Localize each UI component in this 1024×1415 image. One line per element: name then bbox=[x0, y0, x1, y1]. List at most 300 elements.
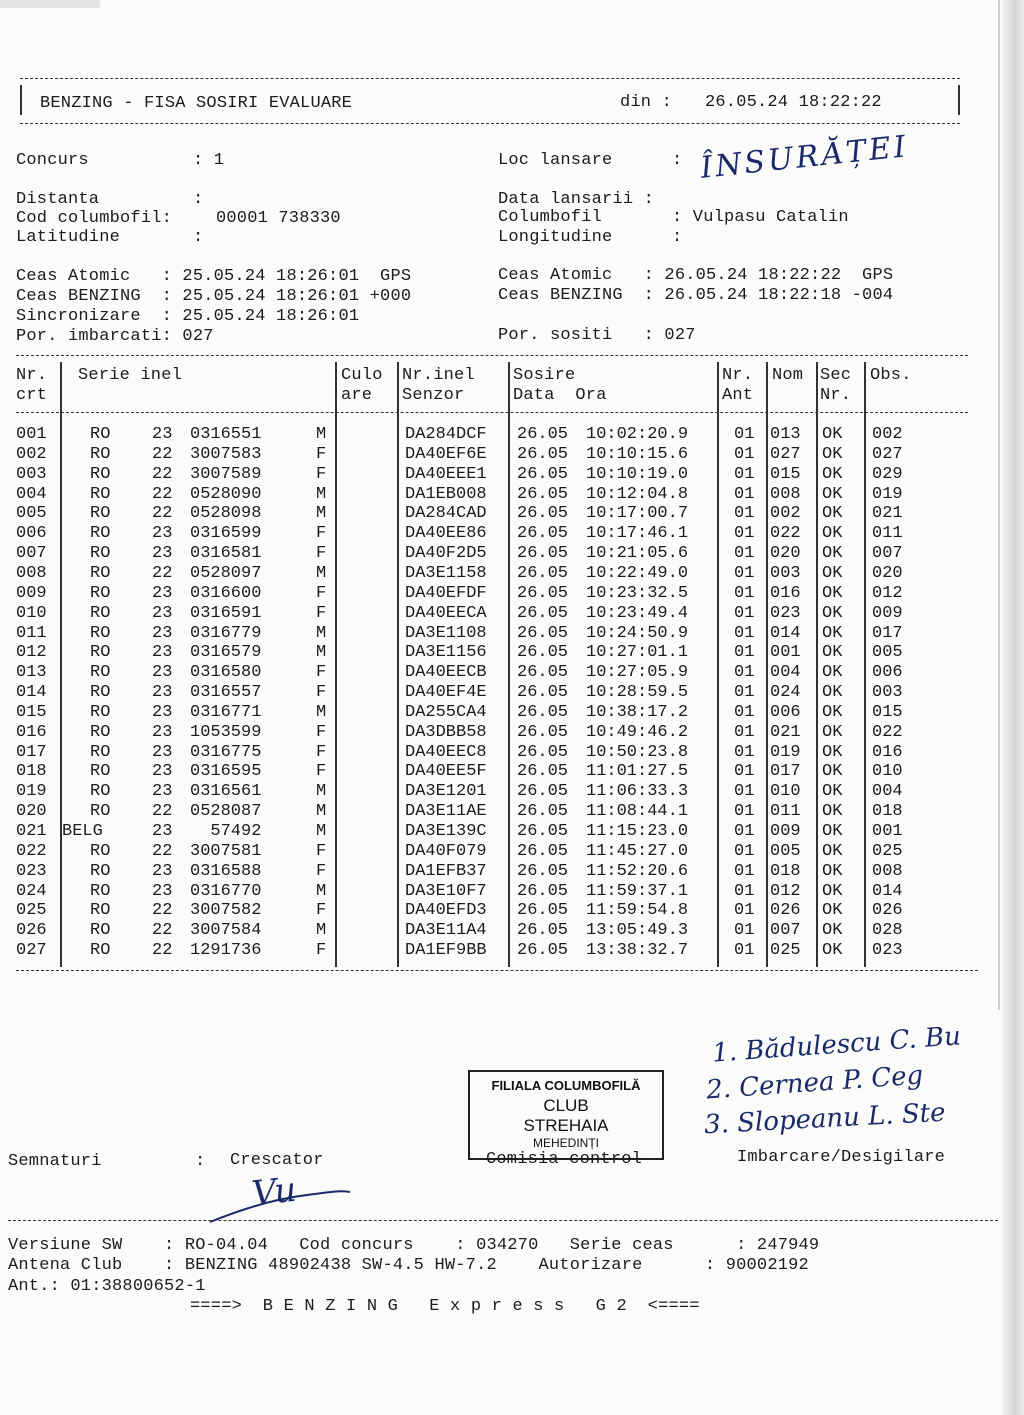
cell-nom: 018 bbox=[770, 861, 801, 881]
cell-an: 22 bbox=[152, 841, 173, 861]
cell-nr: 018 bbox=[16, 762, 47, 782]
latitudine-value: : bbox=[193, 228, 204, 247]
cell-inel: 0316580 bbox=[190, 663, 262, 683]
longitudine-label: Longitudine bbox=[498, 228, 613, 247]
cell-ora: 10:28:59.5 bbox=[586, 683, 689, 703]
cell-obs: 016 bbox=[872, 742, 903, 762]
stamp-line-1: FILIALA COLUMBOFILĂ bbox=[491, 1078, 641, 1093]
cell-nr: 011 bbox=[16, 623, 47, 643]
cell-data: 26.05 bbox=[517, 901, 569, 921]
cell-data: 26.05 bbox=[517, 702, 569, 722]
cell-inel: 1053599 bbox=[190, 722, 262, 742]
cell-tara: RO bbox=[90, 663, 111, 683]
cell-ant: 01 bbox=[734, 901, 755, 921]
cell-an: 22 bbox=[152, 464, 173, 484]
cell-sec: OK bbox=[822, 722, 843, 742]
table-row bbox=[0, 663, 960, 683]
cell-an: 23 bbox=[152, 762, 173, 782]
cell-an: 23 bbox=[152, 524, 173, 544]
cell-nom: 012 bbox=[770, 881, 801, 901]
cell-data: 26.05 bbox=[517, 563, 569, 583]
table-row bbox=[0, 683, 960, 703]
cell-ant: 01 bbox=[734, 583, 755, 603]
cell-nr: 027 bbox=[16, 941, 47, 961]
table-row bbox=[0, 941, 960, 961]
columbofil-label: Columbofil bbox=[498, 208, 603, 227]
cell-sex: M bbox=[316, 921, 327, 941]
cell-an: 22 bbox=[152, 921, 173, 941]
cell-data: 26.05 bbox=[517, 782, 569, 802]
table-row bbox=[0, 802, 960, 822]
cod-columbofil-value: 00001 738330 bbox=[216, 209, 341, 228]
cell-tara: RO bbox=[90, 722, 111, 742]
cell-obs: 028 bbox=[872, 921, 903, 941]
th-culoare-2: are bbox=[341, 386, 373, 405]
table-row bbox=[0, 524, 960, 544]
cell-inel: 0316779 bbox=[190, 623, 262, 643]
cell-data: 26.05 bbox=[517, 504, 569, 524]
cell-nr: 008 bbox=[16, 563, 47, 583]
cell-obs: 015 bbox=[872, 702, 903, 722]
cell-tara: RO bbox=[90, 524, 111, 544]
report-date: 26.05.24 18:22:22 bbox=[705, 93, 882, 112]
table-row bbox=[0, 445, 960, 465]
cell-nr: 025 bbox=[16, 901, 47, 921]
cell-inel: 0316595 bbox=[190, 762, 262, 782]
cell-senzor: DA40EECA bbox=[405, 603, 487, 623]
cell-obs: 021 bbox=[872, 504, 903, 524]
cell-senzor: DA40EEC8 bbox=[405, 742, 487, 762]
footer-antena: Antena Club : BENZING 48902438 SW-4.5 HW-7.2 Autorizare : 90002192 bbox=[8, 1256, 809, 1275]
th-data-ora: Data Ora bbox=[513, 386, 607, 405]
distanta-label: Distanta bbox=[16, 190, 100, 209]
cell-data: 26.05 bbox=[517, 464, 569, 484]
cell-senzor: DA3E1201 bbox=[405, 782, 487, 802]
cell-sec: OK bbox=[822, 742, 843, 762]
cell-sec: OK bbox=[822, 643, 843, 663]
table-row bbox=[0, 723, 960, 743]
cell-tara: BELG bbox=[62, 822, 103, 841]
cell-tara: RO bbox=[90, 802, 111, 822]
cell-sec: OK bbox=[822, 822, 843, 841]
cell-ora: 10:21:05.6 bbox=[586, 544, 689, 564]
cell-obs: 011 bbox=[872, 524, 903, 544]
footer-versiune: Versiune SW : RO-04.04 Cod concurs : 034270 Serie ceas : 247949 bbox=[8, 1236, 820, 1255]
cell-an: 23 bbox=[152, 643, 173, 663]
cell-senzor: DA1EF9BB bbox=[405, 941, 487, 961]
cell-tara: RO bbox=[90, 563, 111, 583]
header-box-left-border bbox=[20, 85, 22, 115]
th-obs: Obs. bbox=[870, 366, 912, 385]
cell-obs: 020 bbox=[872, 563, 903, 583]
cell-ant: 01 bbox=[734, 563, 755, 583]
loc-lansare-handwritten: ÎNSURĂȚEI bbox=[698, 129, 911, 186]
cell-an: 22 bbox=[152, 484, 173, 504]
committee-signature-1: 1. Bădulescu C. Bu bbox=[711, 1021, 962, 1069]
stamp-line-4: MEHEDINȚI bbox=[533, 1136, 599, 1150]
cell-nom: 005 bbox=[770, 841, 801, 861]
ceas-atomic-launch: Ceas Atomic : 25.05.24 18:26:01 GPS bbox=[16, 267, 412, 286]
latitudine-label: Latitudine bbox=[16, 228, 121, 247]
cell-inel: 0316599 bbox=[190, 524, 262, 544]
cell-nr: 021 bbox=[16, 822, 47, 841]
cell-an: 22 bbox=[152, 802, 173, 822]
scan-edge-line bbox=[998, 0, 1000, 1010]
cell-sec: OK bbox=[822, 762, 843, 782]
cell-ant: 01 bbox=[734, 484, 755, 504]
cell-sex: M bbox=[316, 484, 327, 504]
cell-sex: F bbox=[316, 464, 327, 484]
cell-tara: RO bbox=[90, 901, 111, 921]
cell-an: 23 bbox=[152, 782, 173, 802]
cell-senzor: DA284CAD bbox=[405, 504, 487, 524]
cell-obs: 012 bbox=[872, 583, 903, 603]
cell-data: 26.05 bbox=[517, 841, 569, 861]
cell-tara: RO bbox=[90, 683, 111, 703]
cell-tara: RO bbox=[90, 643, 111, 663]
table-row bbox=[0, 485, 960, 505]
table-row bbox=[0, 842, 960, 862]
cell-nr: 003 bbox=[16, 464, 47, 484]
cell-nr: 024 bbox=[16, 881, 47, 901]
sincronizare: Sincronizare : 25.05.24 18:26:01 bbox=[16, 307, 360, 326]
cell-obs: 004 bbox=[872, 782, 903, 802]
cell-senzor: DA40F2D5 bbox=[405, 544, 487, 564]
cell-nom: 001 bbox=[770, 643, 801, 663]
cell-sec: OK bbox=[822, 921, 843, 941]
ceas-atomic-arrival: Ceas Atomic : 26.05.24 18:22:22 GPS bbox=[498, 266, 894, 285]
cell-sex: M bbox=[316, 504, 327, 524]
cell-ora: 10:23:49.4 bbox=[586, 603, 689, 623]
cell-data: 26.05 bbox=[517, 544, 569, 564]
cell-inel: 0528097 bbox=[190, 563, 262, 583]
cell-an: 23 bbox=[152, 861, 173, 881]
cell-ora: 11:08:44.1 bbox=[586, 802, 689, 822]
cell-nom: 002 bbox=[770, 504, 801, 524]
cell-an: 23 bbox=[152, 742, 173, 762]
cell-inel: 0316771 bbox=[190, 702, 262, 722]
cell-inel: 0316770 bbox=[190, 881, 262, 901]
cell-an: 23 bbox=[152, 822, 173, 841]
cell-obs: 019 bbox=[872, 484, 903, 504]
cell-senzor: DA40EFD3 bbox=[405, 901, 487, 921]
cell-inel: 3007583 bbox=[190, 444, 262, 464]
cell-sec: OK bbox=[822, 544, 843, 564]
cell-ora: 11:01:27.5 bbox=[586, 762, 689, 782]
cell-nr: 026 bbox=[16, 921, 47, 941]
cell-data: 26.05 bbox=[517, 881, 569, 901]
cell-ant: 01 bbox=[734, 603, 755, 623]
cell-sex: F bbox=[316, 524, 327, 544]
cell-sec: OK bbox=[822, 425, 843, 444]
table-row bbox=[0, 465, 960, 485]
cell-senzor: DA40EE86 bbox=[405, 524, 487, 544]
cell-sec: OK bbox=[822, 563, 843, 583]
table-row bbox=[0, 703, 960, 723]
cell-inel: 3007589 bbox=[190, 464, 262, 484]
cell-ant: 01 bbox=[734, 623, 755, 643]
cell-nom: 025 bbox=[770, 941, 801, 961]
cell-nr: 014 bbox=[16, 683, 47, 703]
cell-tara: RO bbox=[90, 941, 111, 961]
cell-senzor: DA40EF6E bbox=[405, 444, 487, 464]
cell-ora: 10:27:01.1 bbox=[586, 643, 689, 663]
cell-nr: 013 bbox=[16, 663, 47, 683]
cell-sec: OK bbox=[822, 663, 843, 683]
cell-ora: 10:23:32.5 bbox=[586, 583, 689, 603]
cell-data: 26.05 bbox=[517, 623, 569, 643]
cod-columbofil-label: Cod columbofil: bbox=[16, 209, 173, 228]
cell-an: 23 bbox=[152, 881, 173, 901]
cell-nr: 020 bbox=[16, 802, 47, 822]
table-row bbox=[0, 762, 960, 782]
cell-sec: OK bbox=[822, 941, 843, 961]
cell-sec: OK bbox=[822, 841, 843, 861]
cell-sec: OK bbox=[822, 464, 843, 484]
cell-tara: RO bbox=[90, 782, 111, 802]
loc-lansare-sep: : bbox=[672, 151, 683, 170]
cell-tara: RO bbox=[90, 881, 111, 901]
committee-signature-2: 2. Cernea P. Ceg bbox=[705, 1060, 925, 1106]
table-row bbox=[0, 643, 960, 663]
cell-inel: 1291736 bbox=[190, 941, 262, 961]
cell-nom: 019 bbox=[770, 742, 801, 762]
cell-obs: 009 bbox=[872, 603, 903, 623]
cell-inel: 3007581 bbox=[190, 841, 262, 861]
cell-sex: M bbox=[316, 881, 327, 901]
cell-inel: 0528098 bbox=[190, 504, 262, 524]
th-nr: Nr. bbox=[16, 366, 48, 385]
th-nr-ant-1: Nr. bbox=[722, 366, 754, 385]
cell-ant: 01 bbox=[734, 941, 755, 961]
cell-an: 22 bbox=[152, 901, 173, 921]
cell-sec: OK bbox=[822, 901, 843, 921]
cell-data: 26.05 bbox=[517, 643, 569, 663]
club-stamp bbox=[468, 1070, 664, 1160]
cell-ora: 10:17:00.7 bbox=[586, 504, 689, 524]
cell-an: 23 bbox=[152, 583, 173, 603]
cell-senzor: DA1EB008 bbox=[405, 484, 487, 504]
crescator-signature: Vu bbox=[250, 1169, 299, 1215]
committee-signature-3: 3. Slopeanu L. Ste bbox=[703, 1097, 947, 1141]
cell-tara: RO bbox=[90, 583, 111, 603]
table-row bbox=[0, 882, 960, 902]
cell-ant: 01 bbox=[734, 683, 755, 703]
cell-senzor: DA3E10F7 bbox=[405, 881, 487, 901]
cell-senzor: DA3E1108 bbox=[405, 623, 487, 643]
cell-nom: 026 bbox=[770, 901, 801, 921]
cell-ant: 01 bbox=[734, 663, 755, 683]
cell-sec: OK bbox=[822, 444, 843, 464]
ceas-benzing-arrival: Ceas BENZING : 26.05.24 18:22:18 -004 bbox=[498, 286, 894, 305]
table-row bbox=[0, 743, 960, 763]
cell-ora: 10:02:20.9 bbox=[586, 425, 689, 444]
cell-nr: 006 bbox=[16, 524, 47, 544]
th-serie-inel: Serie inel bbox=[78, 366, 183, 385]
por-imbarcati: Por. imbarcati: 027 bbox=[16, 327, 214, 346]
cell-obs: 027 bbox=[872, 444, 903, 464]
cell-ora: 11:06:33.3 bbox=[586, 782, 689, 802]
cell-sex: M bbox=[316, 643, 327, 663]
cell-inel: 0316561 bbox=[190, 782, 262, 802]
cell-tara: RO bbox=[90, 742, 111, 762]
cell-sex: M bbox=[316, 563, 327, 583]
cell-obs: 023 bbox=[872, 941, 903, 961]
cell-ora: 11:59:37.1 bbox=[586, 881, 689, 901]
cell-nom: 011 bbox=[770, 802, 801, 822]
cell-nom: 007 bbox=[770, 921, 801, 941]
cell-sec: OK bbox=[822, 881, 843, 901]
th-sec-2: Nr. bbox=[820, 386, 852, 405]
cell-nom: 003 bbox=[770, 563, 801, 583]
cell-tara: RO bbox=[90, 425, 111, 444]
cell-senzor: DA40F079 bbox=[405, 841, 487, 861]
cell-tara: RO bbox=[90, 464, 111, 484]
cell-senzor: DA284DCF bbox=[405, 425, 487, 444]
cell-tara: RO bbox=[90, 544, 111, 564]
cell-senzor: DA40EE5F bbox=[405, 762, 487, 782]
cell-ant: 01 bbox=[734, 504, 755, 524]
cell-inel: 0528090 bbox=[190, 484, 262, 504]
table-row bbox=[0, 782, 960, 802]
cell-ant: 01 bbox=[734, 881, 755, 901]
cell-sec: OK bbox=[822, 782, 843, 802]
crescator-label: Crescator bbox=[230, 1151, 324, 1170]
cell-nom: 022 bbox=[770, 524, 801, 544]
crescator-signature-stroke bbox=[200, 1180, 360, 1230]
cell-sec: OK bbox=[822, 583, 843, 603]
cell-an: 23 bbox=[152, 603, 173, 623]
ceas-benzing-launch: Ceas BENZING : 25.05.24 18:26:01 +000 bbox=[16, 287, 412, 306]
cell-obs: 029 bbox=[872, 464, 903, 484]
cell-ora: 10:24:50.9 bbox=[586, 623, 689, 643]
cell-ant: 01 bbox=[734, 802, 755, 822]
cell-sex: F bbox=[316, 861, 327, 881]
cell-inel: 0316581 bbox=[190, 544, 262, 564]
cell-ant: 01 bbox=[734, 861, 755, 881]
cell-data: 26.05 bbox=[517, 941, 569, 961]
cell-sex: M bbox=[316, 822, 327, 841]
cell-tara: RO bbox=[90, 603, 111, 623]
cell-data: 26.05 bbox=[517, 861, 569, 881]
cell-senzor: DA1EFB37 bbox=[405, 861, 487, 881]
cell-nr: 007 bbox=[16, 544, 47, 564]
table-row bbox=[0, 425, 960, 445]
cell-inel: 3007582 bbox=[190, 901, 262, 921]
cell-inel: 3007584 bbox=[190, 921, 262, 941]
cell-ant: 01 bbox=[734, 782, 755, 802]
cell-senzor: DA40EEE1 bbox=[405, 464, 487, 484]
cell-an: 23 bbox=[152, 425, 173, 444]
cell-tara: RO bbox=[90, 762, 111, 782]
cell-obs: 001 bbox=[872, 822, 903, 841]
cell-ora: 13:05:49.3 bbox=[586, 921, 689, 941]
cell-data: 26.05 bbox=[517, 524, 569, 544]
cell-ant: 01 bbox=[734, 841, 755, 861]
scan-artifact bbox=[0, 0, 100, 8]
cell-inel: 0316775 bbox=[190, 742, 262, 762]
stamp-line-2: CLUB bbox=[543, 1096, 589, 1115]
cell-sex: M bbox=[316, 425, 327, 444]
table-row bbox=[0, 544, 960, 564]
cell-ant: 01 bbox=[734, 425, 755, 444]
cell-sec: OK bbox=[822, 484, 843, 504]
cell-tara: RO bbox=[90, 921, 111, 941]
cell-sex: F bbox=[316, 663, 327, 683]
th-nom: Nom bbox=[772, 366, 804, 385]
cell-inel: 0316551 bbox=[190, 425, 262, 444]
semnaturi-label: Semnaturi bbox=[8, 1152, 102, 1171]
cell-nr: 017 bbox=[16, 742, 47, 762]
cell-obs: 014 bbox=[872, 881, 903, 901]
cell-senzor: DA3E11A4 bbox=[405, 921, 487, 941]
cell-ant: 01 bbox=[734, 921, 755, 941]
cell-inel: 57492 bbox=[210, 822, 262, 841]
cell-obs: 005 bbox=[872, 643, 903, 663]
cell-ant: 01 bbox=[734, 544, 755, 564]
cell-an: 22 bbox=[152, 504, 173, 524]
cell-data: 26.05 bbox=[517, 425, 569, 444]
cell-nr: 001 bbox=[16, 425, 47, 444]
table-header-rule bbox=[16, 412, 968, 413]
cell-ora: 10:10:15.6 bbox=[586, 444, 689, 464]
cell-data: 26.05 bbox=[517, 663, 569, 683]
cell-nom: 013 bbox=[770, 425, 801, 444]
cell-an: 23 bbox=[152, 722, 173, 742]
cell-nom: 024 bbox=[770, 683, 801, 703]
cell-nr: 012 bbox=[16, 643, 47, 663]
cell-nom: 004 bbox=[770, 663, 801, 683]
cell-senzor: DA3DBB58 bbox=[405, 722, 487, 742]
cell-sec: OK bbox=[822, 702, 843, 722]
cell-sec: OK bbox=[822, 623, 843, 643]
concurs-value: : 1 bbox=[193, 151, 225, 170]
cell-sex: F bbox=[316, 762, 327, 782]
cell-an: 23 bbox=[152, 623, 173, 643]
cell-sex: F bbox=[316, 583, 327, 603]
cell-inel: 0316588 bbox=[190, 861, 262, 881]
cell-sex: F bbox=[316, 742, 327, 762]
concurs-label: Concurs bbox=[16, 151, 89, 170]
table-row bbox=[0, 822, 960, 842]
report-title: BENZING - FISA SOSIRI EVALUARE bbox=[40, 94, 353, 113]
table-top-rule bbox=[16, 355, 968, 356]
cell-ora: 10:49:46.2 bbox=[586, 722, 689, 742]
imbarcare-desigilare-label: Imbarcare/Desigilare bbox=[737, 1148, 946, 1167]
cell-sex: F bbox=[316, 941, 327, 961]
cell-tara: RO bbox=[90, 841, 111, 861]
footer-ant: Ant.: 01:38800652-1 bbox=[8, 1277, 206, 1296]
cell-sex: F bbox=[316, 444, 327, 464]
cell-tara: RO bbox=[90, 444, 111, 464]
cell-senzor: DA3E139C bbox=[405, 822, 487, 841]
cell-obs: 018 bbox=[872, 802, 903, 822]
cell-sec: OK bbox=[822, 603, 843, 623]
cell-nom: 009 bbox=[770, 822, 801, 841]
cell-an: 23 bbox=[152, 683, 173, 703]
cell-obs: 017 bbox=[872, 623, 903, 643]
comisia-control-label: Comisia control bbox=[486, 1150, 643, 1169]
cell-nom: 023 bbox=[770, 603, 801, 623]
distanta-value: : bbox=[193, 190, 204, 209]
cell-ant: 01 bbox=[734, 643, 755, 663]
header-box-right-border bbox=[958, 85, 960, 115]
cell-obs: 006 bbox=[872, 663, 903, 683]
cell-ant: 01 bbox=[734, 464, 755, 484]
cell-obs: 025 bbox=[872, 841, 903, 861]
table-row bbox=[0, 564, 960, 584]
cell-an: 22 bbox=[152, 563, 173, 583]
